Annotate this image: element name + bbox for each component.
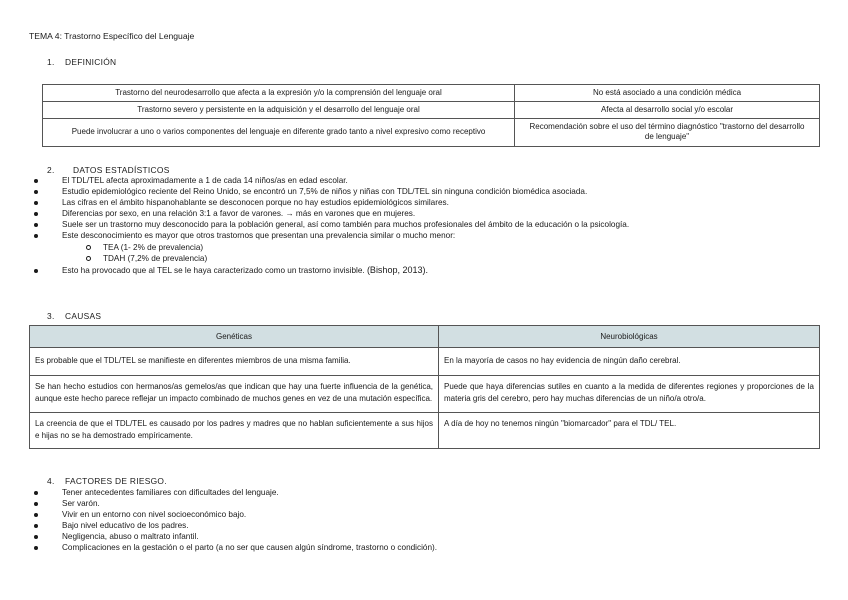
section-number: 2.	[47, 165, 55, 175]
bullet-icon	[34, 201, 38, 205]
section-factores-heading	[47, 476, 167, 487]
list-item: Negligencia, abuso o maltrato infantil.	[29, 532, 437, 543]
bullet-icon	[34, 269, 38, 273]
list-item: El TDL/TEL afecta aproximadamente a 1 de cada 14 niños/as en edad escolar.	[29, 176, 629, 187]
table-header-row	[30, 326, 820, 348]
sub-bullet-icon	[86, 245, 91, 250]
sub-list-item: TEA (1- 2% de prevalencia)	[29, 243, 629, 254]
table-row	[43, 102, 820, 119]
bullet-icon	[34, 491, 38, 495]
table-cell: Recomendación sobre el uso del término diagnóstico "trastorno del desarrollo de lenguaje"	[515, 119, 820, 147]
factores-list	[29, 488, 437, 555]
bullet-icon	[34, 234, 38, 238]
list-item: Vivir en un entorno con nivel socioeconómico bajo.	[29, 510, 437, 521]
document-title: TEMA 4: Trastorno Específico del Lenguaje	[29, 31, 195, 41]
section-causas-heading	[47, 311, 101, 322]
table-cell: Se han hecho estudios con hermanos/as gemelos/as que indican que hay una fuerte influencia de la genética, aunque este hecho parece reflejar un impacto combinado de muchos genes en vez de una mutación específica.	[30, 375, 439, 412]
table-cell: La creencia de que el TDL/TEL es causado por los padres y madres que no hablan suficientemente a sus hijos e hijas no se ha demostrado empíricamente.	[30, 412, 439, 449]
bullet-icon	[34, 190, 38, 194]
table-cell: Puede involucrar a uno o varios componentes del lenguaje en diferente grado tanto a nivel expresivo como receptivo	[43, 119, 515, 147]
bullet-icon	[34, 179, 38, 183]
table-row	[43, 119, 820, 147]
table-cell: No está asociado a una condición médica	[515, 85, 820, 102]
table-row	[30, 348, 820, 375]
list-item: Esto ha provocado que al TEL se le haya caracterizado como un trastorno invisible. (Bishop, 2013).	[29, 265, 629, 278]
table-cell: Es probable que el TDL/TEL se manifieste en diferentes miembros de una misma familia.	[30, 348, 439, 375]
section-title: DATOS ESTADÍSTICOS	[73, 165, 170, 175]
list-item: Complicaciones en la gestación o el parto (a no ser que causen algún síndrome, trastorno o condición).	[29, 543, 437, 554]
column-header-geneticas: Genéticas	[30, 326, 439, 348]
list-item: Ser varón.	[29, 499, 437, 510]
sub-bullet-icon	[86, 256, 91, 261]
list-item: Tener antecedentes familiares con dificultades del lenguaje.	[29, 488, 437, 499]
citation: (Bishop, 2013).	[366, 264, 428, 275]
bullet-icon	[34, 535, 38, 539]
section-title: FACTORES DE RIESGO.	[65, 476, 167, 486]
column-header-neurobiologicas: Neurobiológicas	[439, 326, 820, 348]
section-number: 3.	[47, 311, 55, 321]
section-title: CAUSAS	[65, 311, 102, 321]
section-definicion-heading	[47, 57, 116, 68]
table-row	[30, 412, 820, 449]
list-item: Bajo nivel educativo de los padres.	[29, 521, 437, 532]
bullet-icon	[34, 212, 38, 216]
section-title: DEFINICIÓN	[65, 57, 117, 67]
table-cell: En la mayoría de casos no hay evidencia de ningún daño cerebral.	[439, 348, 820, 375]
table-cell: Trastorno del neurodesarrollo que afecta a la expresión y/o la comprensión del lenguaje oral	[43, 85, 515, 102]
list-item: Suele ser un trastorno muy desconocido para la población general, así como también para muchos profesionales del ámbito de la educación o la psicología.	[29, 220, 629, 231]
table-cell: Afecta al desarrollo social y/o escolar	[515, 102, 820, 119]
bullet-icon	[34, 546, 38, 550]
list-item: Las cifras en el ámbito hispanohablante se desconocen porque no hay estudios epidemiológicos similares.	[29, 198, 629, 209]
sub-list-item: TDAH (7,2% de prevalencia)	[29, 254, 629, 265]
bullet-icon	[34, 524, 38, 528]
table-row	[30, 375, 820, 412]
definicion-table	[42, 84, 820, 147]
list-item: Estudio epidemiológico reciente del Reino Unido, se encontró un 7,5% de niños y niñas con TDL/TEL sin ninguna condición biomédica asociada.	[29, 187, 629, 198]
list-item: Diferencias por sexo, en una relación 3:1 a favor de varones. → más en varones que en mujeres.	[29, 209, 629, 220]
table-row	[43, 85, 820, 102]
section-number: 4.	[47, 476, 55, 486]
table-cell: A día de hoy no tenemos ningún "biomarcador" para el TDL/ TEL.	[439, 412, 820, 449]
bullet-icon	[34, 513, 38, 517]
bullet-icon	[34, 502, 38, 506]
causas-table	[29, 325, 820, 449]
table-cell: Trastorno severo y persistente en la adquisición y el desarrollo del lenguaje oral	[43, 102, 515, 119]
list-item: Este desconocimiento es mayor que otros trastornos que presentan una prevalencia similar o mucho menor:	[29, 231, 629, 242]
datos-list	[29, 176, 629, 278]
section-number: 1.	[47, 57, 55, 67]
section-datos-heading	[47, 165, 170, 176]
table-cell: Puede que haya diferencias sutiles en cuanto a la medida de diferentes regiones y proporciones de la materia gris del cerebro, pero hay muchas diferencias de un niño/a otro/a.	[439, 375, 820, 412]
bullet-icon	[34, 223, 38, 227]
